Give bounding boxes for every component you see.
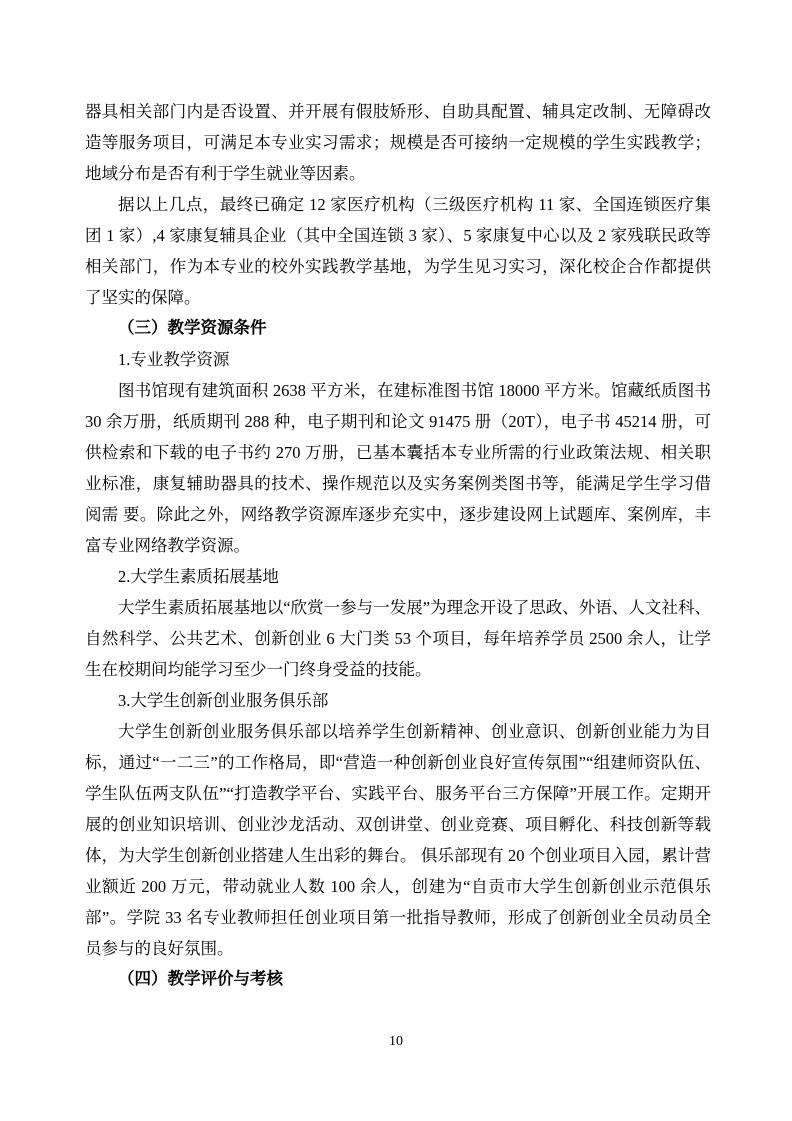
paragraph-library: 图书馆现有建筑面积 2638 平方米，在建标准图书馆 18000 平方米。馆藏纸质图书 30 余万册，纸质期刊 288 种，电子期刊和论文 91475 册（20T），电子书 45214 册，可供检索和下载的电子书约 270 万册，已基本囊括本专业所需的行业政策法规、相关职业标准，康复辅助器具的技术、操作规范以及实务案例类图书等，能满足学生学习借阅需 要。除此之外，网络教学资源库逐步充实中，逐步建设网上试题库、案例库，丰富专业网络教学资源。 bbox=[85, 381, 711, 555]
paragraph-innovation-club: 大学生创新创业服务俱乐部以培养学生创新精神、创业意识、创新创业能力为目标，通过“一二三”的工作格局，即“营造一种创新创业良好宣传氛围”“组建师资队伍、学生队伍两支队伍”“打造教学平台、实践平台、服务平台三方保障”开展工作。定期开展的创业知识培训、创业沙龙活动、双创讲堂、创业竞赛、项目孵化、科技创新等载体，为大学生创新创业搭建人生出彩的舞台。 俱乐部现有 20 个创业项目入园，累计营业额近 200 万元，带动就业人数 100 余人，创建为“自贡市大学生创新创业示范俱乐部”。学院 33 名专业教师担任创业项目第一批指导教师，形成了创新创业全员动员全员参与的良好氛围。 bbox=[85, 722, 711, 958]
section-heading-evaluation: （四）教学评价与考核 bbox=[118, 970, 283, 988]
subsection-heading-innovation-club: 3.大学生创新创业服务俱乐部 bbox=[118, 691, 329, 710]
paragraph-practice-bases: 据以上几点，最终已确定 12 家医疗机构（三级医疗机构 11 家、全国连锁医疗集团 1 家）,4 家康复辅具企业（其中全国连锁 3 家）、5 家康复中心以及 2 家残联民政等相关部门，作为本专业的校外实践教学基地，为学生见习实习，深化校企合作都提供了坚实的保障。 bbox=[85, 195, 711, 307]
document-body bbox=[85, 96, 711, 995]
paragraph-continuation: 器具相关部门内是否设置、并开展有假肢矫形、自助具配置、辅具定改制、无障碍改造等服务项目，可满足本专业实习需求；规模是否可接纳一定规模的学生实践教学；地域分布是否有利于学生就业等因素。 bbox=[85, 102, 711, 183]
subsection-heading-quality-base: 2.大学生素质拓展基地 bbox=[118, 567, 279, 586]
section-heading-teaching-resources: （三）教学资源条件 bbox=[118, 319, 267, 337]
paragraph-quality-base: 大学生素质拓展基地以“欣赏一参与一发展”为理念开设了思政、外语、人文社科、自然科学、公共艺术、创新创业 6 大门类 53 个项目，每年培养学员 2500 余人，让学生在校期间均能学习至少一门终身受益的技能。 bbox=[85, 598, 711, 679]
page-number: 10 bbox=[389, 1034, 403, 1049]
subsection-heading-professional-resources: 1.专业教学资源 bbox=[118, 350, 230, 369]
